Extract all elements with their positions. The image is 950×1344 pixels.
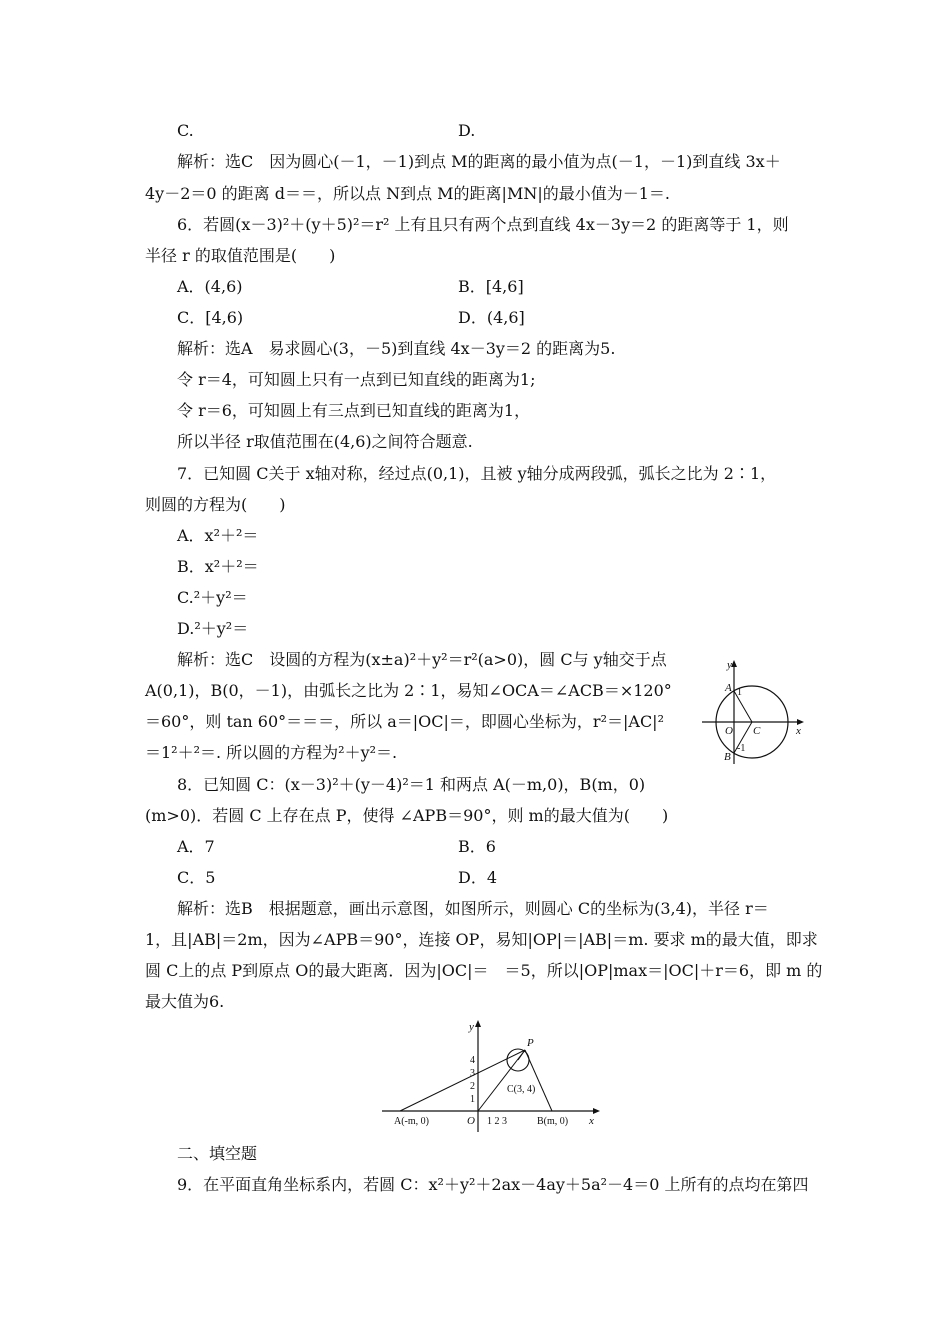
label-b: B: [724, 751, 731, 763]
y-axis-arrow: [475, 1020, 481, 1027]
x-axis-arrow: [593, 1108, 600, 1114]
option-d-q8: D．4: [458, 868, 498, 887]
segment-op: [478, 1050, 525, 1111]
question-6-line1: 6．若圆(x－3)²＋(y＋5)²＝r² 上有且只有两个点到直线 4x－3y＝2 的距离等于 1，则: [177, 215, 789, 234]
label-y: y: [469, 1021, 474, 1033]
solution-7-line1: 解析：选C 设圆的方程为(x±a)²＋y²＝r²(a>0)，圆 C与 y轴交于点: [177, 650, 667, 669]
label-x: x: [589, 1115, 594, 1127]
solution-8-line1: 解析：选B 根据题意，画出示意图，如图所示，则圆心 C的坐标为(3,4)，半径 r＝: [177, 899, 769, 918]
option-b-q6: B．[4,6]: [458, 277, 524, 296]
tick-4: 4: [470, 1055, 475, 1066]
label-o: O: [725, 725, 733, 737]
segment-pb: [525, 1050, 552, 1111]
option-a-q8: A．7: [177, 837, 215, 856]
question-7-line1: 7．已知圆 C关于 x轴对称，经过点(0,1)，且被 y轴分成两段弧，弧长之比为 2∶1，: [177, 464, 777, 483]
question-7-line2: 则圆的方程为( ): [145, 495, 286, 514]
solution-5-line1: 解析：选C 因为圆心(－1，－1)到点 M的距离的最小值为点(－1，－1)到直线 3x＋: [177, 152, 781, 171]
solution-8-line3: 圆 C上的点 P到原点 O的最大距离．因为|OC|＝ ＝5，所以|OP|max＝|OC|＋r＝6，即 m 的: [145, 961, 823, 980]
tick-3: 3: [470, 1068, 475, 1079]
question-9-line1: 9．在平面直角坐标系内，若圆 C：x²＋y²＋2ax－4ay＋5a²－4＝0 上所有的点均在第四: [177, 1175, 809, 1194]
solution-8-line2: 1，且|AB|＝2m，因为∠APB＝90°，连接 OP，易知|OP|＝|AB|＝m. 要求 m的最大值，即求: [145, 930, 818, 949]
option-a-q7: A．x²＋²＝: [177, 526, 259, 545]
solution-5-line2: 4y－2＝0 的距离 d＝＝，所以点 N到点 M的距离|MN|的最小值为－1＝.: [145, 184, 670, 203]
solution-6-line2: 令 r＝4，可知圆上只有一点到已知直线的距离为1;: [177, 370, 536, 389]
label-a: A: [725, 682, 732, 694]
label-p: P: [527, 1037, 534, 1049]
question-8-line2: (m>0)．若圆 C 上存在点 P，使得 ∠APB＝90°，则 m的最大值为( ): [145, 806, 669, 825]
solution-7-line2: A(0,1)，B(0，－1)，由弧长之比为 2∶1，易知∠OCA＝∠ACB＝×120°: [145, 681, 672, 700]
figure-apb-q8: [380, 1016, 612, 1134]
solution-7-line3: ＝60°，则 tan 60°＝＝＝，所以 a＝|OC|＝，即圆心坐标为，r²＝|AC|²: [145, 712, 664, 731]
solution-7-line4: ＝1²＋²＝. 所以圆的方程为²＋y²＝.: [145, 743, 398, 762]
label-a: A(-m, 0): [394, 1116, 429, 1127]
label-x: x: [796, 725, 801, 737]
option-c-q6: C．[4,6): [177, 308, 244, 327]
option-a-q6: A．(4,6): [177, 277, 243, 296]
label-b: B(m, 0): [537, 1116, 569, 1127]
solution-8-line4: 最大值为6.: [145, 992, 225, 1011]
label-c: C: [753, 725, 761, 737]
figure-circle-q7: [700, 656, 810, 766]
option-b-q8: B．6: [458, 837, 496, 856]
tick-2: 2: [470, 1081, 475, 1092]
option-b-q7: B．x²＋²＝: [177, 557, 259, 576]
label-c: C(3, 4): [507, 1084, 536, 1095]
question-6-line2: 半径 r 的取值范围是( ): [145, 246, 336, 265]
option-d-q7: D.²＋y²＝: [177, 619, 249, 638]
option-c-q7: C.²＋y²＝: [177, 588, 248, 607]
segment-ap: [400, 1050, 525, 1111]
label-one: 1: [737, 687, 742, 698]
solution-6-line1: 解析：选A 易求圆心(3，－5)到直线 4x－3y＝2 的距离为5.: [177, 339, 616, 358]
option-d-q6: D．(4,6]: [458, 308, 525, 327]
option-d-q5: D.: [458, 121, 476, 140]
tick-1: 1: [470, 1094, 475, 1105]
y-axis-arrow: [731, 660, 737, 667]
solution-6-line3: 令 r＝6，可知圆上有三点到已知直线的距离为1，: [177, 401, 531, 420]
x-ticks: 1 2 3: [487, 1116, 507, 1127]
label-o: O: [467, 1115, 475, 1127]
option-c-q8: C．5: [177, 868, 216, 887]
section-heading-fill-blank: 二、填空题: [177, 1144, 258, 1163]
question-8-line1: 8．已知圆 C：(x－3)²＋(y－4)²＝1 和两点 A(－m,0)，B(m，0): [177, 775, 646, 794]
solution-6-line4: 所以半径 r取值范围在(4,6)之间符合题意.: [177, 432, 473, 451]
option-c-q5: C.: [177, 121, 194, 140]
label-y: y: [727, 659, 732, 671]
label-neg1: -1: [737, 743, 746, 754]
